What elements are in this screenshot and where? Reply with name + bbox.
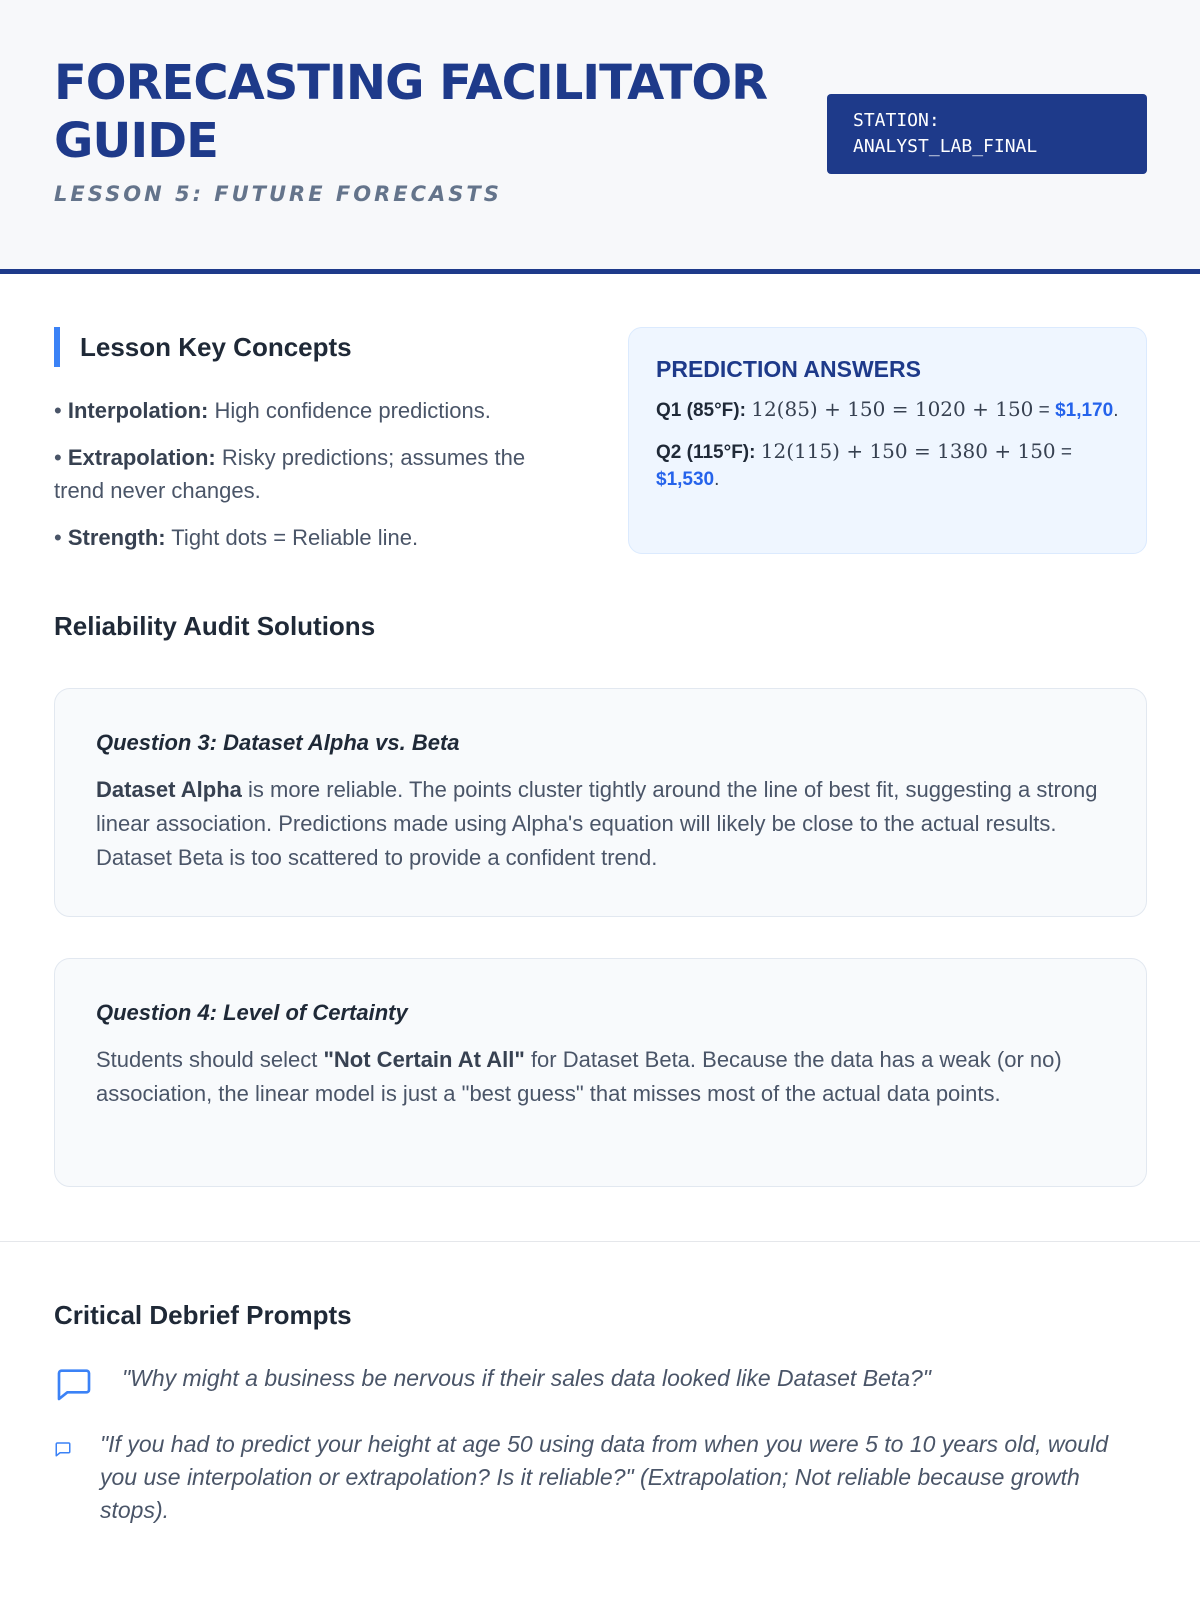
answer-q1 (656, 396, 1120, 424)
question-4-card (54, 958, 1147, 1187)
question-4-title: Question 4: Level of Certainty (96, 1000, 408, 1025)
answer-q1-period: . (1113, 400, 1119, 421)
answer-q1-label: Q1 (85°F): (656, 400, 746, 421)
page-title: FORECASTING FACILITATOR GUIDE (54, 55, 768, 169)
debrief-prompt (54, 1362, 1147, 1404)
answer-q1-equals: = (1033, 400, 1056, 421)
concept-item: • Strength: Tight dots = Reliable line. (54, 525, 419, 550)
lesson-subtitle: LESSON 5: FUTURE FORECASTS (54, 182, 502, 206)
prediction-answers-box (628, 327, 1147, 554)
question-4-pre: Students should select (96, 1047, 324, 1072)
chat-bubble-icon (54, 1364, 94, 1404)
question-3-text: is more reliable. The points cluster tightly around the line of best fit, suggesting a strong linear association. Predictions made using Alpha's equation will likely be close to the actual results. Dataset Beta is too scattered to provide a confident trend. (96, 777, 1098, 870)
concept-item: • Extrapolation: Risky predictions; assumes the trend never changes. (54, 445, 526, 503)
concept-item: • Interpolation: High confidence predictions. (54, 398, 491, 423)
concept-text: High confidence predictions. (208, 398, 491, 423)
page-header (0, 0, 1200, 274)
answer-q1-result: $1,170 (1055, 400, 1114, 421)
concept-text: Tight dots = Reliable line. (165, 525, 419, 550)
station-id: ANALYST_LAB_FINAL (853, 136, 1038, 157)
question-4-body (96, 1043, 1105, 1111)
answer-q1-equation: 12(85) + 150 = 1020 + 150 (751, 397, 1034, 421)
question-3-title: Question 3: Dataset Alpha vs. Beta (96, 730, 460, 755)
station-label: STATION: (853, 110, 940, 131)
concept-term: Interpolation: (67, 398, 209, 423)
answers-title: PREDICTION ANSWERS (656, 356, 921, 382)
section-divider (0, 1241, 1200, 1242)
audit-heading: Reliability Audit Solutions (54, 611, 376, 641)
chat-bubble-icon (54, 1440, 72, 1458)
answer-q2-period: . (714, 469, 720, 490)
debrief-prompt-text: "If you had to predict your height at age 50 using data from when you were 5 to 10 years old, would you use interpolation or extrapolation? Is it reliable?" (Extrapolation; Not reliable because growth stops). (100, 1431, 1109, 1523)
question-3-card (54, 688, 1147, 917)
concept-term: Strength: (67, 525, 166, 550)
concepts-list (54, 394, 574, 568)
answer-q2-label: Q2 (115°F): (656, 442, 756, 463)
question-4-bold: "Not Certain At All" (323, 1047, 525, 1072)
concepts-heading: Lesson Key Concepts (54, 327, 352, 367)
answer-q2-equation: 12(115) + 150 = 1380 + 150 (760, 439, 1056, 463)
concept-text: Risky predictions; assumes the trend never changes. (54, 445, 526, 503)
question-3-bold: Dataset Alpha (96, 777, 242, 802)
question-4-text: for Dataset Beta. Because the data has a weak (or no) association, the linear model is just a "best guess" that misses most of the actual data points. (96, 1047, 1062, 1106)
debrief-prompt-text: "Why might a business be nervous if their sales data looked like Dataset Beta?" (122, 1365, 931, 1391)
concept-term: Extrapolation: (67, 445, 216, 470)
answer-q2 (656, 438, 1120, 493)
station-badge (827, 94, 1147, 174)
answer-q2-equals: = (1055, 442, 1073, 463)
answer-q2-result: $1,530 (656, 469, 715, 490)
question-3-body (96, 773, 1105, 875)
debrief-prompt (54, 1428, 1147, 1527)
debrief-heading: Critical Debrief Prompts (54, 1300, 352, 1330)
